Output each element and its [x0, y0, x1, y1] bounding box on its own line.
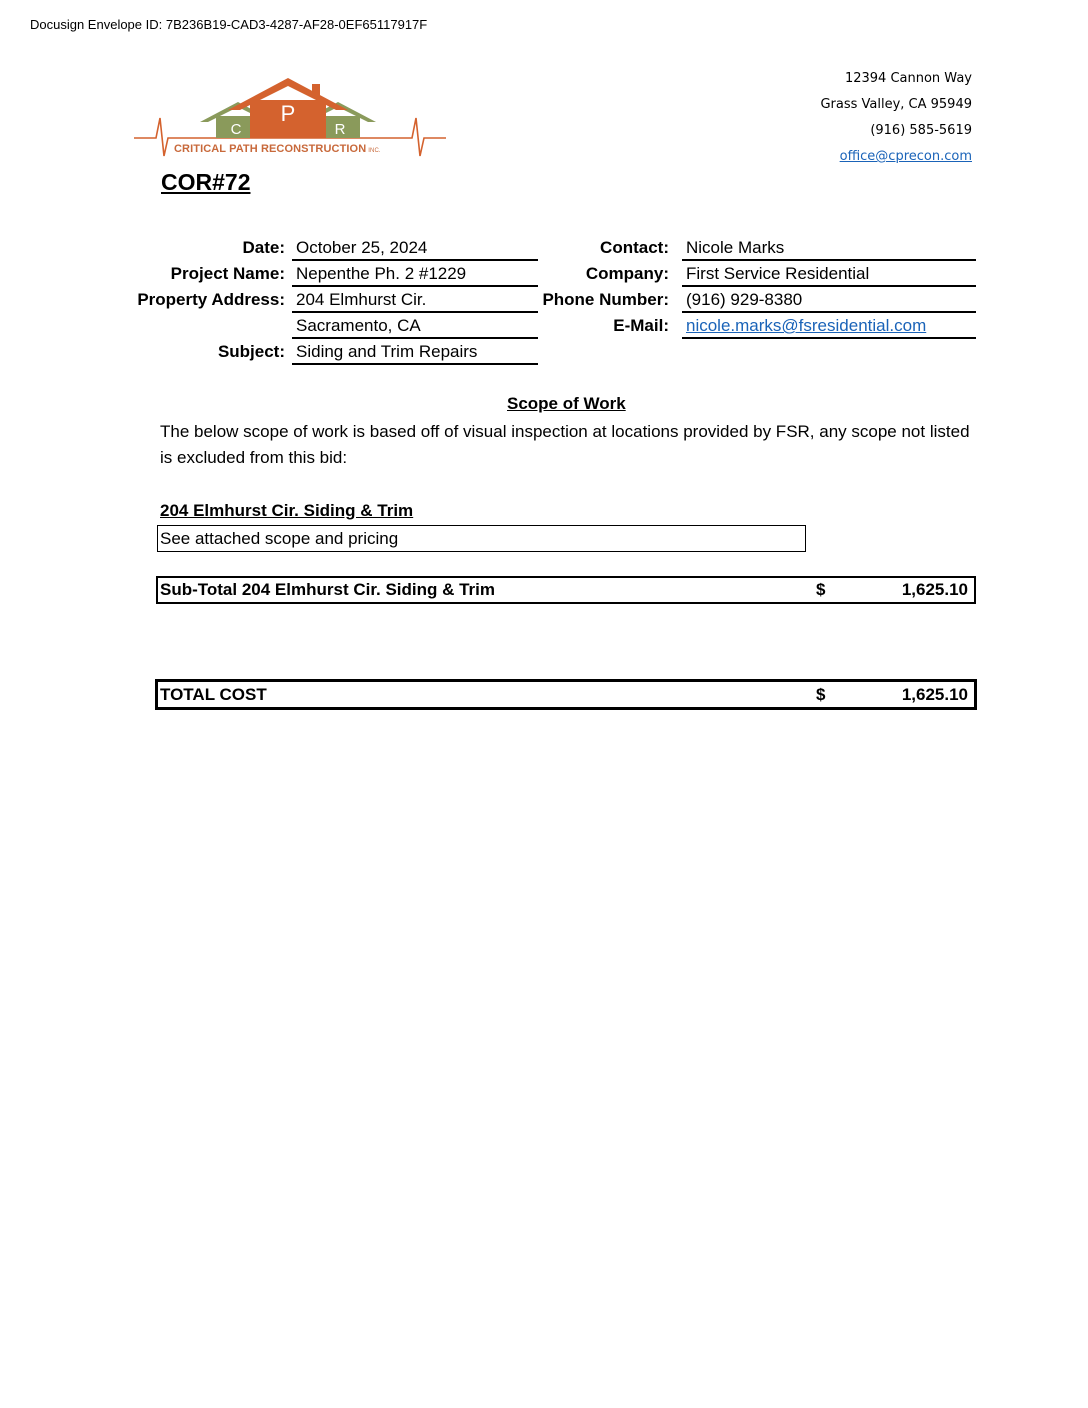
total-currency: $ — [816, 684, 826, 704]
docusign-envelope-id: Docusign Envelope ID: 7B236B19-CAD3-4287-AF28-0EF65117917F — [30, 17, 428, 32]
logo-letter-p: P — [280, 101, 296, 126]
scope-description: The below scope of work is based off of visual inspection at locations provided by FSR, any scope not listed is excluded from this bid: — [160, 422, 970, 467]
logo-chimney — [312, 84, 320, 98]
phone-number-label: Phone Number: — [542, 290, 669, 309]
document-title: COR#72 — [161, 169, 251, 195]
date-label: Date: — [242, 238, 285, 257]
property-address-label: Property Address: — [137, 290, 285, 309]
section-title: 204 Elmhurst Cir. Siding & Trim — [160, 501, 414, 520]
contact-value: Nicole Marks — [682, 237, 976, 261]
subtotal-row — [156, 576, 976, 604]
scope-item-box — [157, 525, 806, 552]
date-value: October 25, 2024 — [292, 237, 538, 261]
total-amount: 1,625.10 — [901, 684, 968, 704]
email-value — [682, 315, 976, 339]
project-name-label: Project Name: — [170, 264, 285, 283]
company-phone: (916) 585-5619 — [870, 123, 972, 138]
scope-item-text: See attached scope and pricing — [160, 528, 399, 548]
property-address-line2: Sacramento, CA — [292, 315, 538, 339]
subtotal-label: Sub-Total 204 Elmhurst Cir. Siding & Trim — [160, 580, 496, 599]
company-city: Grass Valley, CA 95949 — [820, 97, 972, 112]
subtotal-amount: 1,625.10 — [901, 580, 968, 599]
logo-letter-r: R — [334, 121, 346, 138]
total-label: TOTAL COST — [160, 684, 267, 704]
subject-label: Subject: — [217, 342, 285, 361]
project-name-value: Nepenthe Ph. 2 #1229 — [292, 263, 538, 287]
logo-letter-c: C — [230, 121, 242, 138]
subtotal-currency: $ — [816, 580, 826, 599]
total-row — [155, 679, 977, 710]
company-street: 12394 Cannon Way — [844, 71, 972, 86]
property-address-line1: 204 Elmhurst Cir. — [292, 289, 538, 313]
company-label: Company: — [585, 264, 669, 283]
phone-number-value: (916) 929-8380 — [682, 289, 976, 313]
email-label: E-Mail: — [613, 316, 669, 335]
logo-company-name: CRITICAL PATH RECONSTRUCTION INC. — [174, 143, 381, 155]
subject-value: Siding and Trim Repairs — [292, 341, 538, 365]
contact-email-link[interactable]: nicole.marks@fsresidential.com — [686, 316, 927, 335]
scope-title: Scope of Work — [507, 394, 626, 413]
contact-label: Contact: — [600, 238, 669, 257]
company-value: First Service Residential — [682, 263, 976, 287]
company-email-link[interactable]: office@cprecon.com — [839, 149, 972, 164]
